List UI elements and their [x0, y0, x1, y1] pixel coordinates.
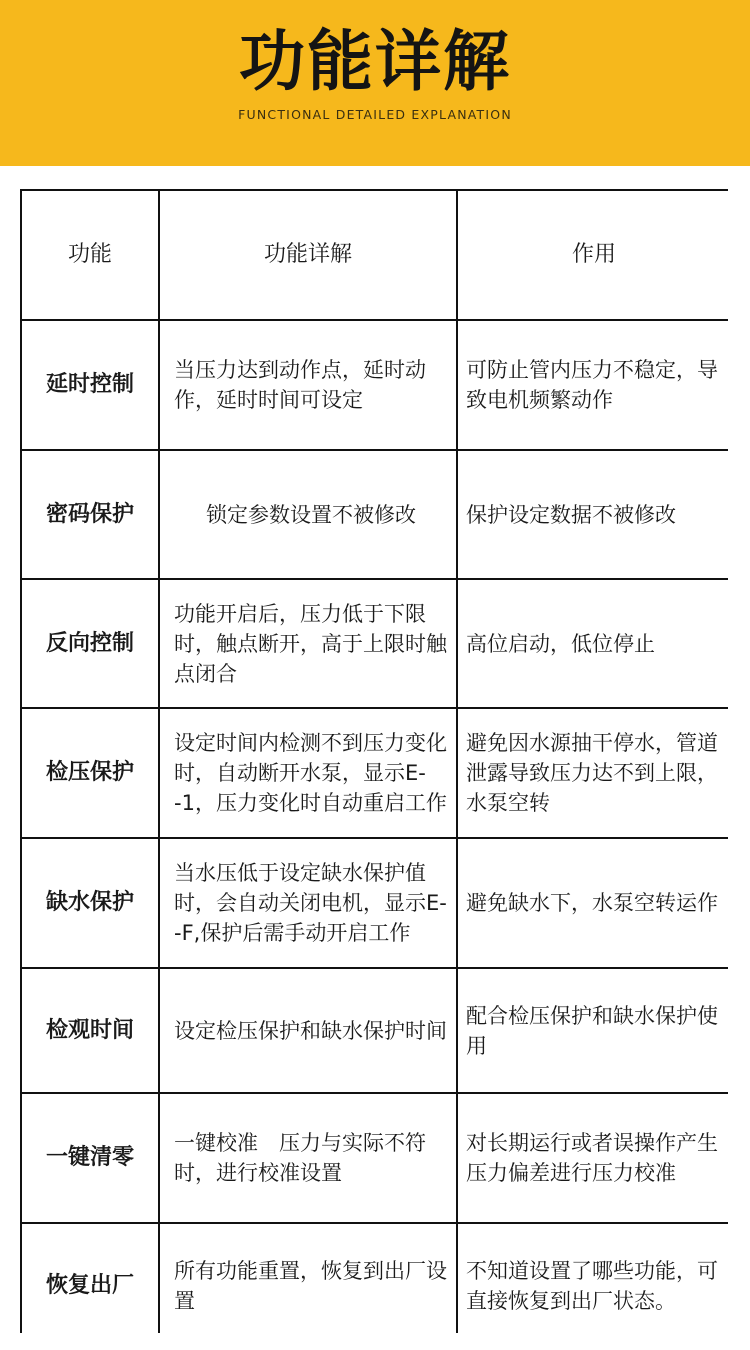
row-detail: 当水压低于设定缺水保护值时，会自动关闭电机，显示E--F,保护后需手动开启工作: [160, 839, 456, 967]
row-name: 密码保护: [22, 451, 158, 578]
row-detail: 锁定参数设置不被修改: [160, 451, 456, 578]
row-name: 反向控制: [22, 580, 158, 707]
row-detail: 设定时间内检测不到压力变化时，自动断开水泵，显示E--1，压力变化时自动重启工作: [160, 709, 456, 837]
row-effect: 配合检压保护和缺水保护使用: [458, 969, 730, 1092]
page-subtitle: FUNCTIONAL DETAILED EXPLANATION: [238, 107, 512, 122]
row-name: 延时控制: [22, 321, 158, 449]
row-effect: 不知道设置了哪些功能，可直接恢复到出厂状态。: [458, 1224, 730, 1347]
header-effect: 作用: [458, 191, 730, 319]
row-name: 缺水保护: [22, 839, 158, 967]
row-detail: 一键校准 压力与实际不符时，进行校准设置: [160, 1094, 456, 1222]
row-effect: 可防止管内压力不稳定，导致电机频繁动作: [458, 321, 730, 449]
row-detail: 设定检压保护和缺水保护时间: [160, 969, 456, 1092]
row-effect: 高位启动，低位停止: [458, 580, 730, 707]
row-effect: 避免因水源抽干停水，管道泄露导致压力达不到上限，水泵空转: [458, 709, 730, 837]
header-detail: 功能详解: [160, 191, 456, 319]
row-effect: 对长期运行或者误操作产生压力偏差进行压力校准: [458, 1094, 730, 1222]
row-effect: 保护设定数据不被修改: [458, 451, 730, 578]
function-table: [20, 189, 728, 1333]
row-name: 恢复出厂: [22, 1224, 158, 1347]
row-detail: 功能开启后，压力低于下限时，触点断开，高于上限时触点闭合: [160, 580, 456, 707]
header-banner: [0, 0, 750, 166]
row-detail: 所有功能重置，恢复到出厂设置: [160, 1224, 456, 1347]
header-function: 功能: [22, 191, 158, 319]
row-detail: 当压力达到动作点，延时动作，延时时间可设定: [160, 321, 456, 449]
page-title: 功能详解: [239, 23, 511, 100]
row-effect: 避免缺水下，水泵空转运作: [458, 839, 730, 967]
row-name: 检压保护: [22, 709, 158, 837]
row-name: 一键清零: [22, 1094, 158, 1222]
row-name: 检观时间: [22, 969, 158, 1092]
